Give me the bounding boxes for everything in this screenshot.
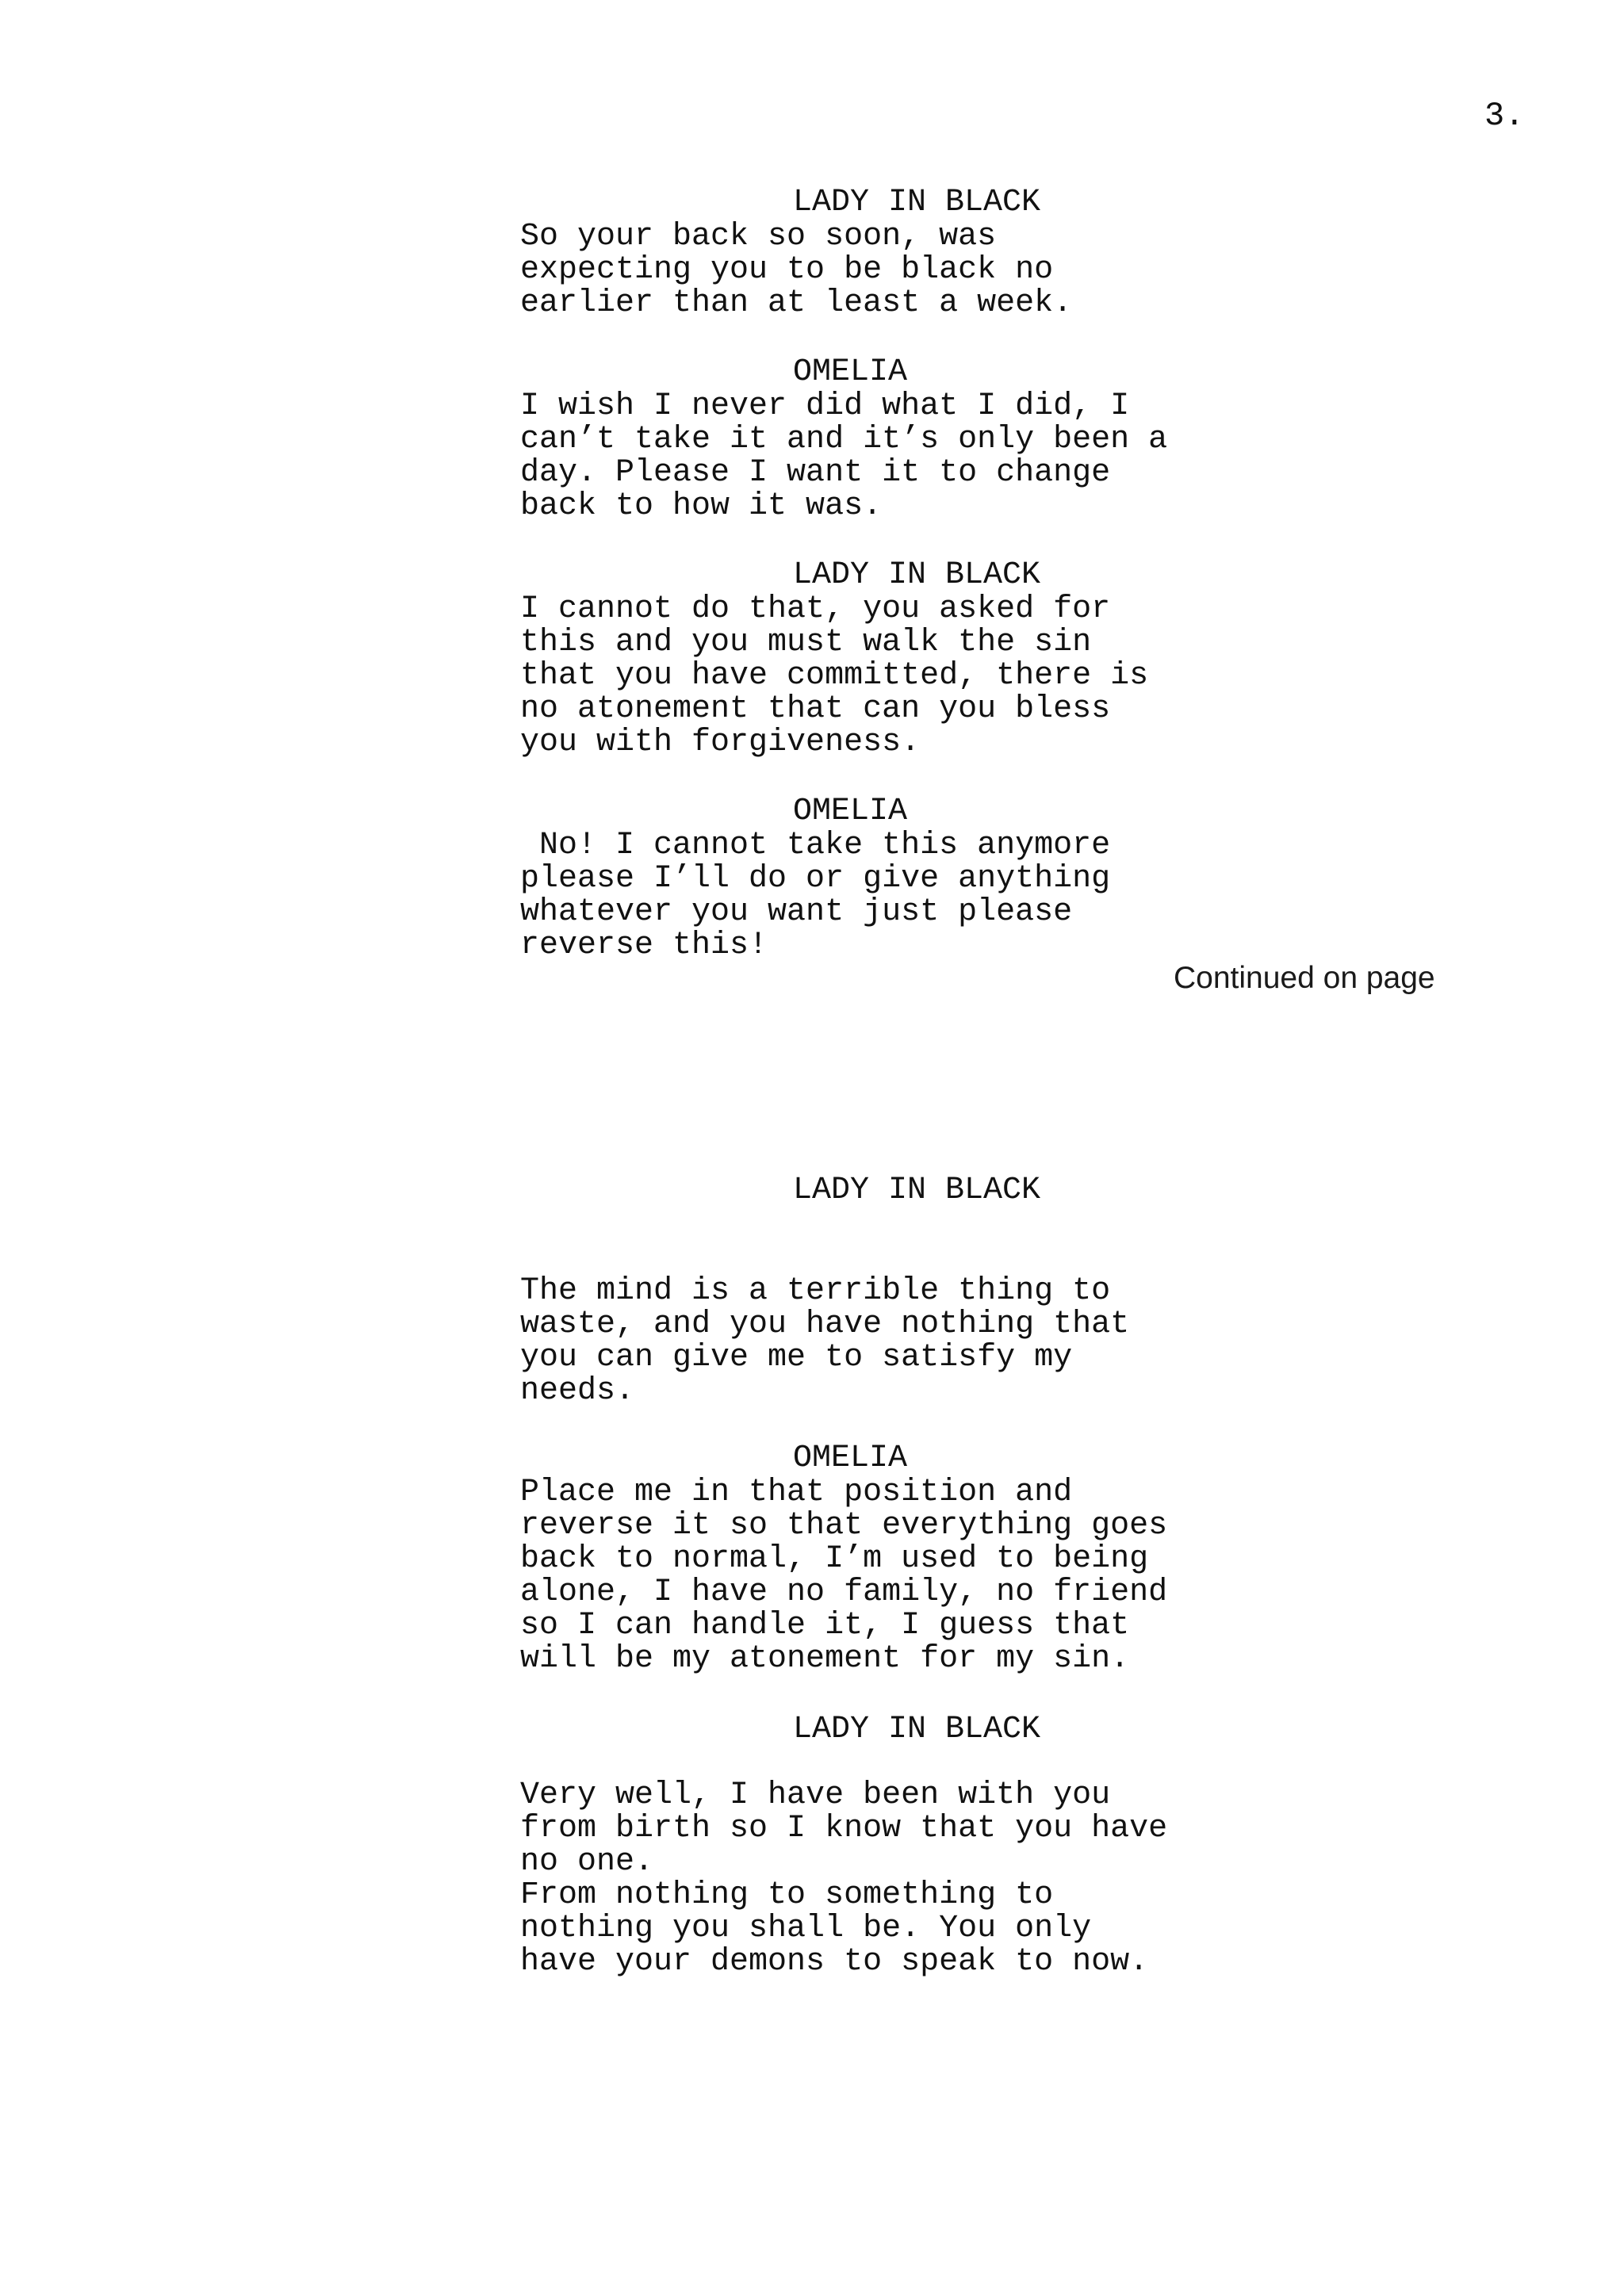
character-name: LADY IN BLACK bbox=[793, 1173, 1041, 1208]
character-name: LADY IN BLACK bbox=[793, 1712, 1041, 1747]
dialogue-line: you can give me to satisfy my bbox=[520, 1340, 1073, 1376]
dialogue-line: nothing you shall be. You only bbox=[520, 1911, 1092, 1946]
continued-note: Continued on page bbox=[1174, 961, 1435, 995]
dialogue-line: so I can handle it, I guess that bbox=[520, 1608, 1130, 1644]
dialogue-line: Very well, I have been with you bbox=[520, 1777, 1111, 1813]
dialogue-line: have your demons to speak to now. bbox=[520, 1944, 1149, 1980]
dialogue-line: please I’ll do or give anything bbox=[520, 861, 1111, 897]
dialogue-line: will be my atonement for my sin. bbox=[520, 1641, 1130, 1677]
dialogue-line: no one. bbox=[520, 1844, 654, 1880]
dialogue-block bbox=[520, 1712, 1313, 1979]
dialogue-line: No! I cannot take this anymore bbox=[520, 828, 1111, 863]
dialogue-block bbox=[520, 558, 1313, 760]
dialogue-line: that you have committed, there is bbox=[520, 658, 1149, 694]
dialogue-line: waste, and you have nothing that bbox=[520, 1307, 1130, 1342]
dialogue-block bbox=[520, 1441, 1313, 1676]
character-name: LADY IN BLACK bbox=[793, 557, 1041, 593]
dialogue-line: whatever you want just please bbox=[520, 894, 1073, 930]
dialogue-line: reverse this! bbox=[520, 928, 768, 963]
character-name: OMELIA bbox=[793, 354, 908, 390]
dialogue-line: earlier than at least a week. bbox=[520, 285, 1073, 321]
dialogue-line: from birth so I know that you have bbox=[520, 1811, 1168, 1846]
character-name: OMELIA bbox=[793, 1441, 908, 1476]
dialogue-line: back to normal, I’m used to being bbox=[520, 1541, 1149, 1577]
dialogue-line: alone, I have no family, no friend bbox=[520, 1575, 1168, 1610]
dialogue-line: this and you must walk the sin bbox=[520, 625, 1092, 660]
dialogue-block bbox=[520, 355, 1313, 523]
dialogue-line: needs. bbox=[520, 1373, 635, 1409]
dialogue-line: can’t take it and it’s only been a bbox=[520, 422, 1168, 457]
dialogue-line: expecting you to be black no bbox=[520, 252, 1054, 288]
character-name: OMELIA bbox=[793, 794, 908, 829]
dialogue-line: back to how it was. bbox=[520, 488, 883, 524]
dialogue-line: I cannot do that, you asked for bbox=[520, 591, 1111, 627]
dialogue-line: I wish I never did what I did, I bbox=[520, 388, 1130, 424]
dialogue-line: The mind is a terrible thing to bbox=[520, 1273, 1111, 1309]
dialogue-block bbox=[520, 1173, 1313, 1408]
dialogue-line: no atonement that can you bless bbox=[520, 691, 1111, 727]
dialogue-line: day. Please I want it to change bbox=[520, 455, 1111, 491]
dialogue-line: Place me in that position and bbox=[520, 1475, 1073, 1510]
dialogue-line: you with forgiveness. bbox=[520, 725, 921, 760]
dialogue-line: So your back so soon, was bbox=[520, 219, 997, 254]
dialogue-block bbox=[520, 186, 1313, 320]
page-number: 3. bbox=[1484, 97, 1525, 135]
dialogue-line: reverse it so that everything goes bbox=[520, 1508, 1168, 1544]
dialogue-line: From nothing to something to bbox=[520, 1877, 1054, 1913]
character-name: LADY IN BLACK bbox=[793, 185, 1041, 220]
dialogue-block bbox=[520, 794, 1313, 962]
